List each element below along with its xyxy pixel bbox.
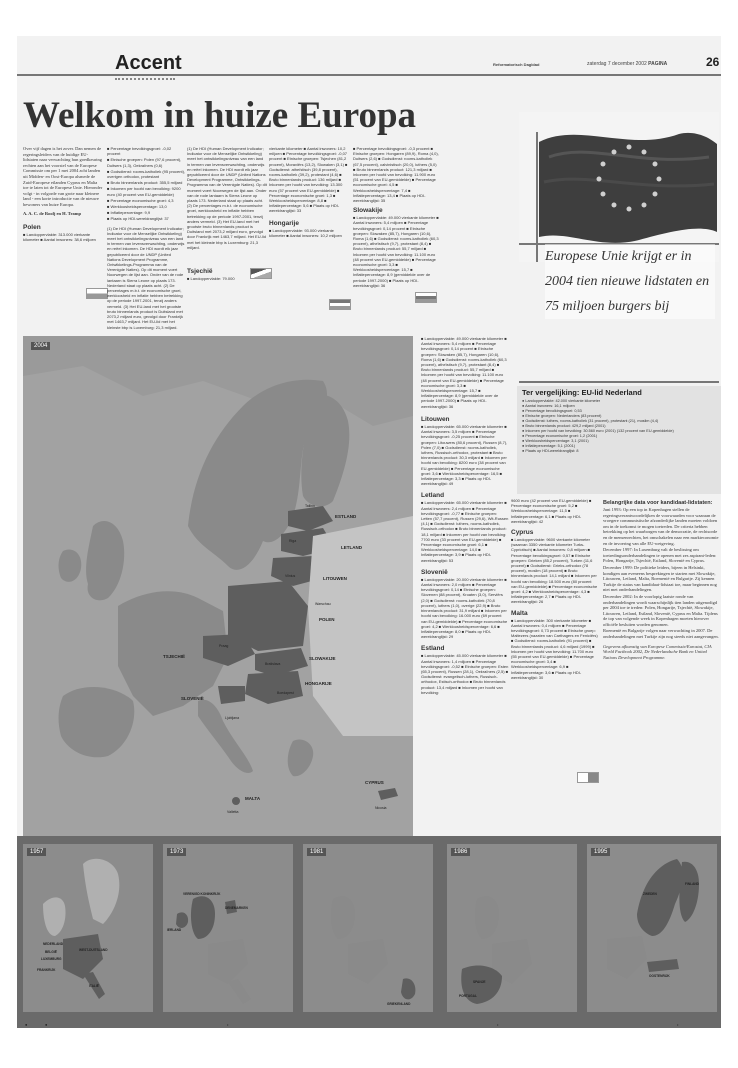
byline: A. A. C. de Roolj en H. Tramp — [23, 210, 81, 216]
col2-line: ■ Bruto binnenlands product: 355,5 miljard — [107, 180, 183, 186]
flag-polen — [86, 288, 108, 299]
timeline-label: ITALIË — [89, 984, 99, 988]
dates-para: Juni 1993: Op een top in Kopenhagen stellen de regeringsverantwoordelijken de voorwaarden voor waaraan de vroegere communistische afzonderlijke landen moeten voldoen om in de toekomst te mogen toetreden. De criteria hebben betrekking op het waarborgen van de democratie, de rechtsorde en de mensenrechten, het omschakelen naar een markteconomie en de invoering van alle EU-wetgeving. — [603, 507, 719, 546]
col2-line: ■ Percentage bevolkingsgroei: -0,02 procent — [107, 146, 172, 157]
city-nicosia: Nicosia — [375, 806, 387, 810]
dates-para: Roemenië en Bulgarije volgen naar verwachting in 2007. De onderhandelingen met Turkije zijn nog steeds niet aangevangen. — [603, 628, 719, 640]
paper-name: Reformatorisch Dagblad — [493, 62, 540, 67]
country-title-tsjechie: Tsjechië — [187, 268, 213, 275]
country-title-slovenie: Slovenië — [421, 568, 448, 576]
timeline-label: VERENIGD KONINKRIJK — [183, 892, 221, 896]
note-continuation — [187, 146, 267, 266]
country-title-hongarije: Hongarije — [269, 219, 299, 227]
map-malta — [232, 797, 240, 805]
slowakije-tail — [421, 336, 509, 414]
country-facts-slovenie: ■ Landoppervlakte: 20.000 vierkante kilometer ■ Aantal inwoners: 2,0 miljoen ■ Percentage bevolkingsgroei: 0,14 ■ Etnische groepen: Slovenen (88 procent), Kroaten (3,0), Serviërs (2,0) ■ Godsdienst: rooms-katholiek (70,8 procent), luthers (1,0), overige (22,9) ■ Bruto binnenlands product: 31,9 miljard ■ Inkomen per hoofd van bevolking: 16.000 euro (69 procent van EU-gemiddelde) ■ Percentage economische groei: 4,2 ■ Werkloosheidspercentage: 6,6 ■ Inflatiepercentage: 8,0 ■ Plaats op HDI-wereldranglijst: 29 — [421, 576, 508, 640]
country-facts-slowakije: ■ Landoppervlakte: 49.000 vierkante kilometer ■ Aantal inwoners: 5,4 miljoen ■ Percentage bevolkingsgroei: 0,14 procent ■ Etnische groepen: Slowaken (85,7), Hongaren (10,6), Roma (1,6) ■ Godsdienst: rooms-katholiek (60,3 procent), atheïstisch (9,7), protestant (8,4) ■ Bruto binnenlands product: 55,7 miljard ■ Inkomen per hoofd van bevolking: 11.100 euro (48 procent van EU-gemiddelde) ■ Percentage economische groei: 3,3 ■ Werkloosheidspercentage: 15,7 ■ Inflatiepercentage: 8,9 (gemiddelde over de periode 1997-2000) ■ Plaats op HDI-wereldranglijst: 36 — [353, 215, 439, 288]
timeline-map-svg — [23, 844, 153, 1012]
dates-para: December 2002: In de voorlopig laatste ronde van onderhandelingen wordt waarschijnlijk tien landen uitgenodigd per 2004 toe te treden: Polen, Hongarije, Tsjechië, Slowakije, Litouwen, Letland, Estland, Slovenië, Cyprus en Malta. Tijdens de top van volgende week in Kopenhagen moeten hierover officiële besluiten worden genomen. — [603, 593, 718, 627]
page-label: PAGINA — [648, 61, 668, 67]
map-slovenie — [218, 686, 245, 704]
registration-mark: • — [227, 1022, 229, 1027]
europe-map-2004 — [23, 336, 413, 851]
issue-date — [587, 61, 667, 67]
comparison-item: ● Landoppervlakte: 42.000 vierkante kilometer — [522, 399, 601, 403]
timeline-label: PORTUGAL — [459, 994, 477, 998]
eu-flag-photo — [519, 112, 719, 262]
col2-line: ■ Godsdienst: rooms-katholiek (95 procent), overigen orthodox, protestant — [107, 168, 185, 180]
country-title-letland: Letland — [421, 492, 445, 500]
label-tsjechie: TSJECHIË — [163, 654, 186, 659]
dates-column — [603, 498, 719, 838]
dates-para: December 1997: In Luxemburg valt de beslissing om toetredingsonderhandelingen te openen met zes aspirant-leden: Polen, Hongarije, Tsjechië, Estland, Slovenië en Cyprus. — [603, 547, 717, 564]
label-malta: MALTA — [245, 796, 261, 801]
label-slovenie: SLOVENIË — [181, 696, 204, 701]
headline: Welkom in huize Europa — [23, 95, 417, 136]
timeline-label: GRIEKENLAND — [387, 1002, 411, 1006]
date-text: zaterdag 7 december 2002 — [587, 61, 647, 67]
timeline-label: SPANJE — [473, 980, 486, 984]
dates-para: December 1999: De politieke leiders, bijeen in Helsinki, kondigen aan eveneens besprekingen te starten met Slowakije, Litouwen, Letland, Malta, Roemenië en Bulgarije. Zij kennen Turkije de status van kandidaat-lidstaat toe, maar beginnen nog niet met onderhandelingen. — [603, 564, 717, 593]
registration-mark: ● — [25, 1022, 28, 1027]
intro-column — [23, 146, 103, 336]
masthead-rule — [17, 74, 721, 76]
timeline-map-1986 — [447, 844, 577, 1012]
registration-mark: • — [677, 1022, 679, 1027]
timeline-map-svg — [163, 844, 293, 1012]
comparison-item: ● Etnische groepen: Nederlanders (83 procent) — [522, 414, 602, 418]
col2-line: ■ Inflatiepercentage: 9,9 — [107, 210, 151, 216]
timeline-label: OOSTENRIJK — [649, 974, 670, 978]
registration-mark: • — [497, 1022, 499, 1027]
city-bratislava: Bratislava — [265, 662, 281, 666]
country-facts-polen: ■ Landoppervlakte: 313.000 vierkante kilometer ■ Aantal inwoners: 38,6 miljoen — [23, 232, 96, 243]
timeline-year: 1986 — [451, 848, 470, 856]
country-facts-estland: ■ Landoppervlakte: 45.000 vierkante kilometer ■ Aantal inwoners: 1,4 miljoen ■ Percentage bevolkingsgroei: -0,52 ■ Etnische groepen: Esten (65,3 procent), Russen (28,1), Oekraïners (2,5) ■ Godsdienst: evangelisch-luthers, Russisch-orthodox, Estisch-orthodox ■ Bruto binnenlands product: 13,4 miljard ■ Inkomen per hoofd van bevolking: — [421, 653, 509, 695]
city-ljubljana: Ljubljana — [225, 716, 240, 720]
timeline-year: 1981 — [307, 848, 326, 856]
section-title: Accent — [115, 52, 182, 74]
country-facts-cyprus: ■ Landoppervlakte: 9600 vierkante kilometer (waarvan 3350 vierkante kilometer Turks-Cypriotisch) ■ Aantal inwoners: 0,8 miljoen ■ Percentage bevolkingsgroei: 0,57 ■ Etnische groepen: Grieken (85,2 procent), Turken (11,6 procent) ■ Godsdienst: Grieks-orthodox (78 procent), moslim (18 procent) ■ Bruto binnenlands product: 14,1 miljard ■ Inkomen per hoofd van bevolking: 18.500 euro (80 procent van EU-gemiddelde) ■ Percentage economische groei: 4,2 ■ Werkloosheidspercentage: 4,3 ■ Inflatiepercentage: 2,7 ■ Plaats op HDI-wereldranglijst: 26 — [511, 537, 598, 605]
col2-line: ■ Werkloosheidspercentage: 13,0 — [107, 204, 167, 210]
timeline-label: LUXEMBURG — [41, 957, 62, 961]
timeline-label: NEDERLAND — [43, 942, 64, 946]
comparison-title: Ter vergelijking: EU-lid Nederland — [522, 388, 642, 397]
polen-facts-column — [107, 146, 185, 336]
newspaper-page — [17, 36, 721, 1028]
label-letland: LETLAND — [341, 545, 362, 550]
note-column — [187, 146, 267, 336]
estland-continued: 9600 euro (42 procent van EU-gemiddelde) ■ Percentage economische groei: 5,2 ■ Werkloosheidspercentage: 11,5 ■ Inflatiepercentage: 6,1 ■ Plaats op HDI-wereldranglijst: 42 — [511, 498, 592, 524]
timeline-label: DENEMARKEN — [225, 906, 248, 910]
city-vilnius: Vilnius — [285, 574, 296, 578]
col5-lower — [421, 336, 509, 841]
timeline-year: 1973 — [167, 848, 186, 856]
col2-line: ■ Plaats op HDI-wereldranglijst: 37 — [107, 216, 169, 222]
flag-hongarije — [329, 299, 351, 310]
note-text: (1) De HDI (Human Development Indicator; Indicator voor de Menselijke Ontwikkeling) meet het ontwikkelingsniveau van een land in termen van levensverwachting, onderwijs en reëel inkomen. De HDI wordt elk jaar gepubliceerd door de UNDP (United Nations Development Programme, Ontwikkelings-Programma van de Verenigde Naties). Op dit moment voert Noorwegen de lijst aan. Onder van de rode lantaarn is Sierra Leone op plaats 173. Nederland staat op plaats acht. (2) De percentages m.b.t. de economische groei, werkloosheid en inflatie hebben betrekking op de periode 1997-2001, tenzij anders vermeld. (3) Het EU-land met het grootste bruto binnenlands product is Duitsland met 2073,2 miljard euro, gevolgd door Frankrijk met 1463,7 miljard. Het EU-lid met het kleinste bbp is Luxemburg: 21,3 miljard. — [187, 146, 267, 250]
country-title-malta: Malta — [511, 609, 528, 617]
country-facts-letland: ■ Landoppervlakte: 65.000 vierkante kilometer ■ Aantal inwoners: 2,4 miljoen ■ Percentage bevolkingsgroei: -0,77 ■ Etnische groepen: Letten (57,7 procent), Russen (29,6), Wit-Russen (4,1) ■ Godsdienst: luthers, rooms-katholiek, Russisch-orthodox ■ Bruto binnenlands product: 18,1 miljard ■ Inkomen per hoofd van bevolking: 7700 euro (33 procent van EU-gemiddelde) ■ Percentage economische groei: 6,1 ■ Werkloosheidspercentage: 14,0 ■ Inflatiepercentage: 3,9 ■ Plaats op HDI-wereldranglijst: 53 — [421, 500, 509, 563]
timeline-label: ZWEDEN — [643, 892, 657, 896]
comparison-item: ● Plaats op HDI-wereldranglijst: 8 — [522, 449, 579, 453]
map-year-badge: 2004 — [31, 342, 50, 350]
comparison-item: ● Inkomen per hoofd van bevolking: 30.560 euro (2001) (132 procent van EU-gemiddelde) — [522, 429, 674, 433]
dates-source: Gegevens afkomstig van Europese Commissie/Eurostat, CIA World Factbook 2002, De Nederlandsche Bank en United Nations Development Programme. — [603, 643, 712, 660]
registration-mark: ● — [45, 1022, 48, 1027]
country-title-litouwen: Litouwen — [421, 416, 450, 423]
col2-line: ■ Inkomen per hoofd van bevolking: 9200 euro (40 procent van EU-gemiddelde) — [107, 186, 181, 197]
timeline-label: FINLAND — [685, 882, 699, 886]
dates-title: Belangrijke data voor kandidaat-lidstaten: — [603, 500, 713, 506]
comparison-item: ● Werkloosheidspercentage: 3,1 (2001) — [522, 439, 589, 443]
intro-text: Over vijf dagen is het zover. Dan nemen de regeringsleiders van de huidige EU-lidstaten naar verwachting hun goedkeuring rechten aan het voorstel van de Europese Commissie om per 1 mei 2004 acht landen uit Midden- en Oost-Europa alsmede de Zuid-Europese eilanden Cyprus en Malta toe te laten tot de Europese Unie. Hieronder volgt - in volgorde van grote naar kleinere land - een korte introductie van de nieuwe bewoners van huize Europa. — [23, 146, 103, 207]
label-hongarije: HONGARIJE — [305, 681, 332, 686]
label-litouwen: LITOUWEN — [323, 576, 347, 581]
label-polen: POLEN — [319, 617, 335, 622]
country-title-polen: Polen — [23, 224, 41, 232]
timeline-label: BELGIË — [45, 950, 57, 954]
city-valletta: Valletta — [227, 810, 239, 814]
city-praag: Praag — [219, 644, 229, 648]
country-facts-litouwen: ■ Landoppervlakte: 65.000 vierkante kilometer ■ Aantal inwoners: 3,5 miljoen ■ Percentage bevolkingsgroei: -0,25 procent ■ Etnische groepen: Litouwers (80,6 procent), Russen (8,7), Polen (7,0) ■ Godsdienst: rooms-katholiek, luthers, Russisch-orthodox, protestant ■ Bruto binnenlands product: 30,3 miljard ■ Inkomen per hoofd van bevolking: 8200 euro (38 procent van EU-gemiddelde) ■ Percentage economische groei: 3,6 ■ Werkloosheidspercentage: 16,5 ■ Inflatiepercentage: 3,3 ■ Plaats op HDI-wereldranglijst: 49 — [421, 424, 508, 487]
col2-line: ■ Percentage economische groei: 4,3 — [107, 197, 174, 203]
footnote: (1) De HDI (Human Development Indicator; Indicator voor de Menselijke Ontwikkeling) meet het ontwikkelingsniveau van een land in termen van levensverwachting, onderwijs en reëel inkomen. De HDI wordt elk jaar gepubliceerd door de UNDP (United Nations Development Programme, Ontwikkelings-Programma van de Verenigde Naties). Op dit moment voert Noorwegen de lijst aan. Onder van de rode lantaarn is Sierra Leone op plaats 173. Nederland staat op plaats acht. (2) De percentages m.b.t. de economische groei, werkloosheid en inflatie hebben betrekking op de periode 1997-2001, tenzij anders vermeld. (3) Het EU-land met het grootste bruto binnenlands product is Duitsland met 2073,2 miljard euro, gevolgd door Frankrijk met 1463,7 miljard. Het EU-lid met het kleinste bbp is Luxemburg: 21,3 miljard. — [107, 225, 185, 330]
slowakije-tail-text: ■ Landoppervlakte: 49.000 vierkante kilometer ■ Aantal inwoners: 5,4 miljoen ■ Percentage bevolkingsgroei: 0,14 procent ■ Etnische groepen: Slowaken (85,7), Hongaren (10,6), Roma (1,6) ■ Godsdienst: rooms-katholiek (60,3 procent), atheïstisch (9,7), protestant (8,4) ■ Bruto binnenlands product: 55,7 miljard ■ Inkomen per hoofd van bevolking: 11.100 euro (48 procent van EU-gemiddelde) ■ Percentage economische groei: 3,3 ■ Werkloosheidspercentage: 15,7 ■ Inflatiepercentage: 8,9 (gemiddelde over de periode 1997-2000) ■ Plaats op HDI-wereldranglijst: 36 — [421, 336, 507, 409]
col2-line: ■ Etnische groepen: Polen (97,6 procent), Duitsers (1,3), Oekraïners (0,6) — [107, 157, 182, 168]
page-number: 26 — [706, 55, 720, 69]
europe-map-svg — [23, 336, 413, 851]
timeline-map-1995 — [587, 844, 717, 1012]
comparison-item: ● Inflatiepercentage: 5,1 (2001) — [522, 444, 575, 448]
city-boedapest: Boedapest — [277, 691, 294, 695]
timeline-map-svg — [447, 844, 577, 1012]
country-facts-tsjechie: ■ Landoppervlakte: 79.000 — [187, 276, 235, 281]
city-tallinn: Tallinn — [305, 504, 315, 508]
timeline-year: 1995 — [591, 848, 610, 856]
comparison-item: ● Percentage bevolkingsgroei: 0,53 — [522, 409, 582, 413]
flag-slowakije — [415, 292, 437, 303]
country-title-cyprus: Cyprus — [511, 529, 534, 537]
timeline-map-svg — [587, 844, 717, 1012]
country-title-estland: Estland — [421, 645, 445, 653]
timeline-label: WEST-DUITSLAND — [79, 948, 108, 952]
country-facts-hongarije: ■ Landoppervlakte: 93.000 vierkante kilometer ■ Aantal inwoners: 10,2 miljoen — [269, 227, 342, 238]
timeline-map-svg — [303, 844, 433, 1012]
timeline-map-1973 — [163, 844, 293, 1012]
label-slowakije: SLOWAKIJE — [309, 656, 336, 661]
label-cyprus: CYPRUS — [365, 780, 384, 785]
hongarije-continued: ■ Percentage bevolkingsgroei: -0,3 procent ■ Etnische groepen: Hongaren (89,9), Roma (4,0), Duitsers (2,6) ■ Godsdienst: rooms-katholiek (67,5 procent), calvinistisch (20,0), luthers (5,0) ■ Bruto binnenlands product: 121,3 miljard ■ Inkomen per hoofd van bevolking: 11.900 euro (51 procent van EU-gemiddelde) ■ Percentage economische groei: 4,5 ■ Werkloosheidspercentage: 7,4 ■ Inflatiepercentage: 13,4 ■ Plaats op HDI-wereldranglijst: 35 — [353, 146, 439, 204]
dotted-rule — [115, 78, 175, 80]
col4-text: vierkante kilometer ■ Aantal inwoners: 10,2 miljoen ■ Percentage bevolkingsgroei: -0,07 procent ■ Etnische groepen: Tsjechen (81,2 procent), Moraviërs (13,2), Slowaken (3,1) ■ Godsdienst: atheïstisch (39,8 procent), rooms-katholiek (39,2), protestant (4,6) ■ Bruto binnenlands product: 136 miljard ■ Inkomen per hoofd van bevolking: 13.300 euro (57 procent van EU-gemiddelde) ■ Percentage economische groei: 1,3 ■ Werkloosheidspercentage: 8,8 ■ Inflatiepercentage: 5,6 ■ Plaats op HDI-wereldranglijst: 33 — [269, 146, 348, 214]
comparison-item: ● Bruto binnenlands product: 429,2 miljard (2001) — [522, 424, 606, 428]
timeline-year: 1957 — [27, 848, 46, 856]
city-riga: Riga — [289, 539, 297, 543]
col5 — [353, 146, 439, 336]
pull-quote: Europese Unie krijgt er in 2004 tien nieuwe lidstaten en 75 miljoen burgers bij — [545, 244, 715, 319]
comparison-item: ● Godsdienst: luthers, rooms-katholiek (31 procent), protestant (21), moslim (4,4) — [522, 419, 659, 423]
country-facts-malta: ■ Landoppervlakte: 300 vierkante kilometer ■ Aantal inwoners: 0,4 miljoen ■ Percentage bevolkingsgroei: 0,73 procent ■ Etnische groep: Maltezers (nazaten van Carthagers en Feniciërs) ■ Godsdienst: rooms-katholiek (91 procent) ■ Bruto binnenlands product: 4,6 miljard (1999) ■ Inkomen per hoofd van bevolking: 11.700 euro (55 procent van EU-gemiddelde) ■ Percentage economische groei: 3,4 ■ Werkloosheidspercentage: 6,9 ■ Inflatiepercentage: 3,6 ■ Plaats op HDI-wereldranglijst: 30 — [511, 617, 598, 680]
comparison-item: ● Aantal inwoners: 16,1 miljoen — [522, 404, 575, 408]
country-title-slowakije: Slowakije — [353, 207, 383, 215]
quote-rule-bottom — [519, 381, 719, 383]
timeline-map-1981 — [303, 844, 433, 1012]
timeline-label: IERLAND — [167, 928, 182, 932]
label-estland: ESTLAND — [335, 514, 357, 519]
comparison-item: ● Percentage economische groei: 1,2 (2001) — [522, 434, 598, 438]
timeline-map-1957 — [23, 844, 153, 1012]
city-warschau: Warschau — [315, 602, 331, 606]
comparison-list — [522, 399, 718, 454]
col-cyprus-malta — [511, 498, 599, 838]
timeline-label: FRANKRIJK — [37, 968, 56, 972]
flag-malta — [577, 772, 599, 783]
